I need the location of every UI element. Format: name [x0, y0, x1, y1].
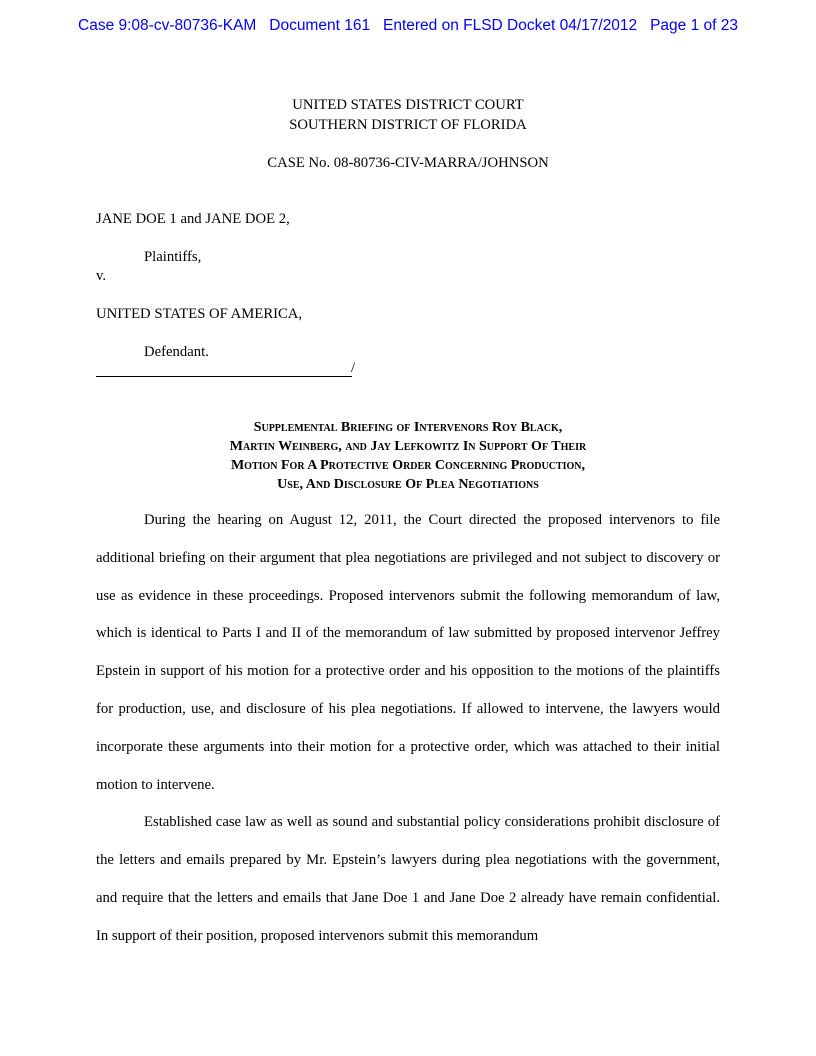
brief-title-line-2: Martin Weinberg, and Jay Lefkowitz In Support Of Their [229, 439, 587, 454]
court-district: SOUTHERN DISTRICT OF FLORIDA [289, 117, 527, 133]
plaintiffs-names: JANE DOE 1 and JANE DOE 2, [96, 211, 290, 227]
body-text [96, 502, 720, 956]
defendant-label: Defendant. [144, 344, 209, 360]
case-number: CASE No. 08-80736-CIV-MARRA/JOHNSON [267, 155, 549, 171]
plaintiffs-label: Plaintiffs, [144, 249, 202, 265]
brief-title-line-3: Motion For A Protective Order Concerning Production, [230, 458, 586, 473]
paragraph-2: Established case law as well as sound and substantial policy considerations prohibit disclosure of the letters and emails prepared by Mr. Epstein’s lawyers during plea negotiations with the government, and require that the letters and emails that Jane Doe 1 and Jane Doe 2 already have remain confidential. In support of their position, proposed intervenors submit this memorandum [96, 814, 720, 944]
brief-title-line-1: Supplemental Briefing of Intervenors Roy Black, [253, 420, 563, 435]
court-name: UNITED STATES DISTRICT COURT [292, 97, 524, 113]
versus: v. [96, 268, 107, 284]
caption-rule [96, 376, 352, 377]
defendant-name: UNITED STATES OF AMERICA, [96, 306, 303, 322]
docket-header: Case 9:08-cv-80736-KAM Document 161 Entered on FLSD Docket 04/17/2012 Page 1 of 23 [78, 17, 738, 34]
brief-title-line-4: Use, And Disclosure Of Plea Negotiations [277, 477, 539, 492]
caption-slash: / [351, 360, 356, 376]
paragraph-1: During the hearing on August 12, 2011, the Court directed the proposed intervenors to file additional briefing on their argument that plea negotiations are privileged and not subject to discovery or use as evidence in these proceedings. Proposed intervenors submit the following memorandum of law, which is identical to Parts I and II of the memorandum of law submitted by proposed intervenor Jeffrey Epstein in support of his motion for a protective order and his opposition to the motions of the plaintiffs for production, use, and disclosure of his plea negotiations. If allowed to intervene, the lawyers would incorporate these arguments into their motion for a protective order, which was attached to their initial motion to intervene. [96, 512, 720, 793]
